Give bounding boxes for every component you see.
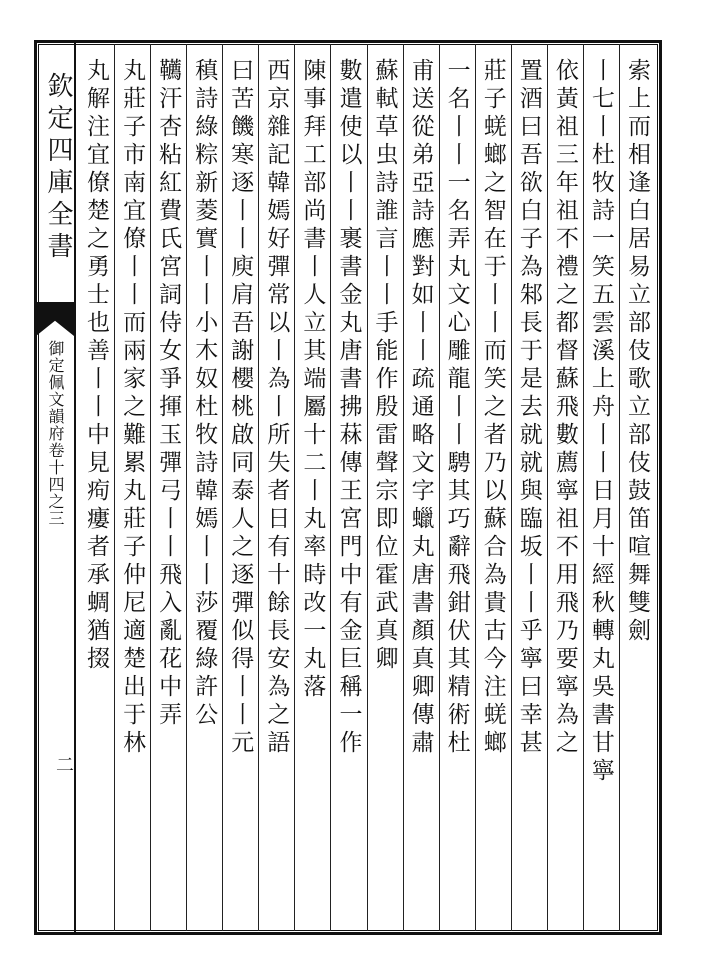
text-column: 莊子蜣螂之智在于丨丨而笑之者乃以蘇合為貴古今注蜣螂 bbox=[479, 58, 506, 758]
text-column: 丨七丨杜牧詩一笑五雲溪上舟丨丨日月十經秋轉丸吳書甘寧 bbox=[587, 58, 614, 786]
text-column: 丸解注宜僚楚之勇士也善丨丨中見痀瘻者承蜩猶掇 bbox=[83, 58, 110, 674]
text-column: 依黃祖三年祖不禮之都督蘇飛數薦寧祖不用飛乃要寧為之 bbox=[551, 58, 578, 758]
column-rule bbox=[619, 44, 620, 931]
column-rule bbox=[511, 44, 512, 931]
column-rule bbox=[186, 44, 187, 931]
text-column: 曰苦饑寒逐丨丨庾肩吾謝櫻桃啟同泰人之逐彈似得丨丨元 bbox=[227, 58, 254, 758]
text-column: 韉汗杏粘紅費氏宮詞侍女爭揮玉彈弓丨丨飛入亂花中弄 bbox=[155, 58, 182, 730]
column-rule bbox=[114, 44, 115, 931]
volume-label: 御定佩文韻府卷十四之三 bbox=[46, 340, 65, 527]
page-number: 二 bbox=[53, 755, 74, 775]
text-column: 索上而相逢白居易立部伎歌立部伎鼓笛喧舞雙劍 bbox=[623, 58, 650, 646]
column-rule bbox=[547, 44, 548, 931]
column-rule bbox=[403, 44, 404, 931]
column-rule bbox=[439, 44, 440, 931]
text-column: 數遣使以丨丨裹書金丸唐書拂菻傳王宮門中有金巨稱一作 bbox=[335, 58, 362, 758]
text-column: 置酒曰吾欲白子為邾長于是去就就與臨坂丨丨乎寧曰幸甚 bbox=[515, 58, 542, 758]
column-rule bbox=[330, 44, 331, 931]
column-rule bbox=[150, 44, 151, 931]
column-rule bbox=[583, 44, 584, 931]
text-column: 丸莊子市南宜僚丨丨而兩家之難累丸莊子仲尼適楚出于林 bbox=[119, 58, 146, 758]
column-rule bbox=[367, 44, 368, 931]
text-column: 一名丨丨一名弄丸文心雕龍丨丨騁其巧辭飛鉗伏其精術杜 bbox=[443, 58, 470, 758]
book-title: 欽定四庫全書 bbox=[43, 72, 73, 264]
text-column: 稹詩綠粽新菱實丨丨小木奴杜牧詩韓嫣丨丨莎覆綠許公 bbox=[191, 58, 218, 730]
column-rule bbox=[222, 44, 223, 931]
text-column: 西京雜記韓嫣好彈常以丨為丨所失者日有十餘長安為之語 bbox=[263, 58, 290, 758]
column-rule bbox=[475, 44, 476, 931]
column-rule bbox=[294, 44, 295, 931]
text-column: 陳事拜工部尚書丨人立其端屬十二丨丸率時改一丸落 bbox=[299, 58, 326, 702]
column-rule bbox=[258, 44, 259, 931]
text-column: 蘇軾草虫詩誰言丨丨手能作殷雷聲宗即位霍武真卿 bbox=[371, 58, 398, 674]
text-column: 甫送從弟亞詩應對如丨丨疏通略文字蠟丸唐書顏真卿傳肅 bbox=[407, 58, 434, 758]
